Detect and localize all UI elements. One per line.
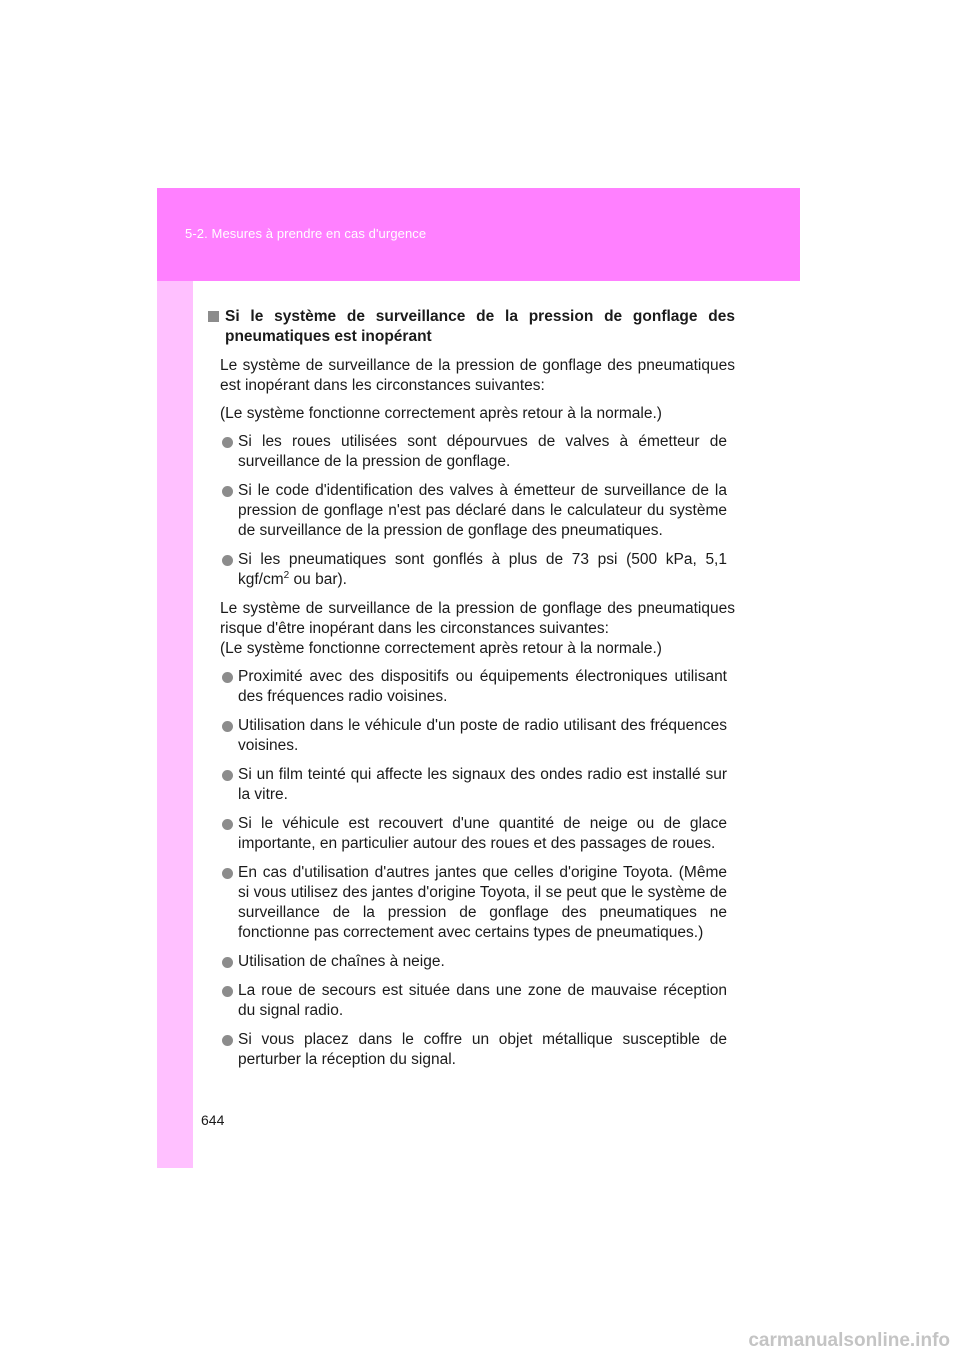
list-item-text: Si vous placez dans le coffre un objet métallique susceptible de perturber la réception du signal. — [238, 1031, 727, 1068]
list-item-text: Si les pneumatiques sont gonflés à plus de 73 psi (500 kPa, 5,1 kgf/cm — [238, 551, 727, 588]
page-content — [208, 307, 735, 1079]
watermark[interactable]: carmanualsonline.info — [748, 1330, 950, 1351]
list-item — [208, 550, 735, 590]
bullet-dot-icon — [222, 819, 233, 830]
bullet-dot-icon — [222, 672, 233, 683]
bullet-dot-icon — [222, 957, 233, 968]
bullet-dot-icon — [222, 486, 233, 497]
square-bullet-icon — [208, 311, 219, 322]
list-item-text-end: ou bar). — [289, 571, 347, 588]
intro-note-1: (Le système fonctionne correctement après retour à la normale.) — [220, 405, 662, 422]
list-item — [208, 1030, 735, 1070]
bullet-dot-icon — [222, 1035, 233, 1046]
list-item-text: Si le code d'identification des valves à émetteur de surveillance de la pression de gonflage n'est pas déclaré dans le calculateur du système de surveillance de la pression de gonflage des pneumatiques. — [238, 482, 727, 539]
list-item — [208, 667, 735, 707]
list-item — [208, 981, 735, 1021]
list-item — [208, 716, 735, 756]
list-item — [208, 952, 735, 972]
list-item-text: Proximité avec des dispositifs ou équipements électroniques utilisant des fréquences radio voisines. — [238, 668, 727, 705]
section-heading — [208, 307, 735, 347]
list-item — [208, 481, 735, 541]
list-item-text: Utilisation dans le véhicule d'un poste de radio utilisant des fréquences voisines. — [238, 717, 727, 754]
list-item-text: En cas d'utilisation d'autres jantes que celles d'origine Toyota. (Même si vous utilisez des jantes d'origine Toyota, il se peut que le système de surveillance de la pression de gonflage des pneumatiques ne fonctionne pas correctement avec certains types de pneumatiques.) — [238, 864, 727, 941]
bullet-dot-icon — [222, 770, 233, 781]
intro-note-2: (Le système fonctionne correctement après retour à la normale.) — [220, 640, 662, 657]
bullet-dot-icon — [222, 555, 233, 566]
list-item — [208, 432, 735, 472]
list-item — [208, 765, 735, 805]
section-heading-text: Si le système de surveillance de la pression de gonflage des pneumatiques est inopérant — [225, 308, 735, 345]
section-title: 5-2. Mesures à prendre en cas d'urgence — [185, 226, 427, 241]
list-item — [208, 814, 735, 854]
list-item — [208, 863, 735, 943]
page-number: 644 — [201, 1112, 225, 1128]
intro-paragraph-2: Le système de surveillance de la pression de gonflage des pneumatiques risque d'être inopérant dans les circonstances suivantes: — [220, 600, 735, 637]
list-item-text: Si les roues utilisées sont dépourvues de valves à émetteur de surveillance de la pression de gonflage. — [238, 433, 727, 470]
list-item-text: Si le véhicule est recouvert d'une quantité de neige ou de glace importante, en particulier autour des roues et des passages de roues. — [238, 815, 727, 852]
list-item-text: La roue de secours est située dans une zone de mauvaise réception du signal radio. — [238, 982, 727, 1019]
bullet-dot-icon — [222, 868, 233, 879]
bullet-dot-icon — [222, 721, 233, 732]
bullet-dot-icon — [222, 437, 233, 448]
list-item-text: Utilisation de chaînes à neige. — [238, 953, 445, 970]
side-band — [157, 281, 193, 1168]
superscript: 2 — [283, 569, 290, 581]
intro-paragraph-1: Le système de surveillance de la pression de gonflage des pneumatiques est inopérant dans les circonstances suivantes: — [220, 357, 735, 394]
list-item-text: Si un film teinté qui affecte les signaux des ondes radio est installé sur la vitre. — [238, 766, 727, 803]
bullet-dot-icon — [222, 986, 233, 997]
